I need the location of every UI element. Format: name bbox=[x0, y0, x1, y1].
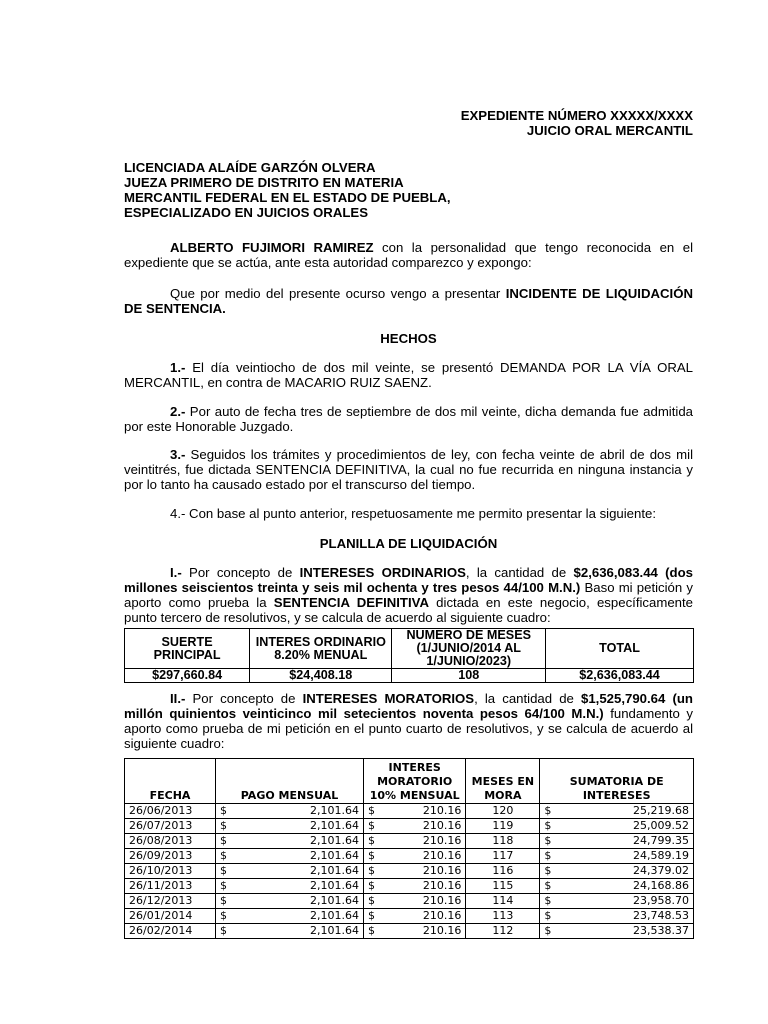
currency-sign: $ bbox=[544, 849, 552, 862]
date: 26/09/2013 bbox=[129, 849, 193, 862]
date: 26/12/2013 bbox=[129, 894, 193, 907]
amount: 2,101.64 bbox=[309, 804, 359, 817]
section-text: Baso mi petición y aporto como prueba la bbox=[124, 580, 693, 610]
hecho-paragraph bbox=[124, 404, 693, 434]
amount: 210.16 bbox=[422, 924, 462, 937]
amount: 25,219.68 bbox=[633, 804, 689, 817]
date: 26/01/2014 bbox=[129, 909, 193, 922]
presentation-paragraph bbox=[124, 286, 693, 316]
section-text: dictada en este negocio, específicamente punto tercero de resolutivos, y se calcula de acuerdo al siguiente cuadro: bbox=[124, 595, 693, 625]
amount: 210.16 bbox=[422, 879, 462, 892]
table-header-cell: FECHA bbox=[125, 759, 216, 804]
hecho-text: Seguidos los trámites y procedimientos de ley, con fecha veinte de abril de dos mil veintitrés, fue dictada SENTENCIA DEFINITIVA, la cual no fue recurrida en ninguna instancia y por lo tanto ha causado estado por el transcurso del tiempo. bbox=[124, 447, 693, 492]
amount: 2,101.64 bbox=[309, 894, 359, 907]
amount: 2,101.64 bbox=[309, 834, 359, 847]
hecho-paragraph bbox=[124, 360, 693, 390]
table-cell bbox=[363, 849, 465, 864]
section-two-paragraph bbox=[124, 691, 693, 751]
presentation-bold: INCIDENTE DE LIQUIDACIÓN DE SENTENCIA. bbox=[124, 286, 693, 316]
table-cell bbox=[466, 909, 540, 924]
section-text: , la cantidad de bbox=[474, 691, 582, 706]
table-cell bbox=[216, 864, 364, 879]
date: 26/02/2014 bbox=[129, 924, 193, 937]
currency-sign: $ bbox=[544, 864, 552, 877]
table-cell bbox=[540, 804, 694, 819]
table-cell bbox=[125, 894, 216, 909]
currency-sign: $ bbox=[220, 849, 228, 862]
section-text: , la cantidad de bbox=[465, 565, 574, 580]
months: 120 bbox=[492, 804, 514, 817]
amount: 210.16 bbox=[422, 849, 462, 862]
table-cell bbox=[216, 804, 364, 819]
table-cell bbox=[216, 819, 364, 834]
table-cell bbox=[363, 909, 465, 924]
amount: 2,101.64 bbox=[309, 849, 359, 862]
hecho-text: El día veintiocho de dos mil veinte, se presentó DEMANDA POR LA VÍA ORAL MERCANTIL, en contra de MACARIO RUIZ SAENZ. bbox=[124, 360, 693, 390]
currency-sign: $ bbox=[367, 834, 375, 847]
table-cell bbox=[466, 849, 540, 864]
amount: 210.16 bbox=[422, 909, 462, 922]
hechos-heading: HECHOS bbox=[380, 331, 437, 346]
months: 113 bbox=[492, 909, 514, 922]
table-cell bbox=[125, 924, 216, 939]
currency-sign: $ bbox=[367, 864, 375, 877]
amount: 23,538.37 bbox=[633, 924, 689, 937]
table-header-cell: NUMERO DE MESES (1/JUNIO/2014 AL 1/JUNIO/2023) bbox=[392, 629, 546, 669]
currency-sign: $ bbox=[220, 804, 228, 817]
hecho-paragraph bbox=[124, 447, 693, 492]
table-cell: 108 bbox=[392, 669, 546, 683]
table-cell bbox=[466, 894, 540, 909]
amount: 23,748.53 bbox=[633, 909, 689, 922]
addressee-line: LICENCIADA ALAÍDE GARZÓN OLVERA bbox=[124, 160, 376, 175]
currency-sign: $ bbox=[544, 834, 552, 847]
months: 118 bbox=[492, 834, 514, 847]
amount: 23,958.70 bbox=[633, 894, 689, 907]
table-body bbox=[125, 804, 694, 939]
section-bold: INTERESES ORDINARIOS bbox=[299, 565, 466, 580]
table-header-cell: INTERES MORATORIO 10% MENSUAL bbox=[363, 759, 465, 804]
currency-sign: $ bbox=[367, 924, 375, 937]
table-cell bbox=[125, 864, 216, 879]
intro-text: con la personalidad que tengo reconocida en el expediente que se actúa, ante esta autoridad comparezco y expongo: bbox=[124, 240, 693, 270]
currency-sign: $ bbox=[220, 864, 228, 877]
currency-sign: $ bbox=[544, 909, 552, 922]
table-row bbox=[125, 804, 694, 819]
ordinary-interest-table bbox=[124, 628, 694, 683]
table-cell bbox=[540, 909, 694, 924]
table-row bbox=[125, 909, 694, 924]
table-cell bbox=[363, 924, 465, 939]
date: 26/11/2013 bbox=[129, 879, 193, 892]
amount: 24,799.35 bbox=[633, 834, 689, 847]
addressee-line: ESPECIALIZADO EN JUICIOS ORALES bbox=[124, 205, 369, 220]
months: 112 bbox=[492, 924, 514, 937]
currency-sign: $ bbox=[220, 924, 228, 937]
table-header-cell: TOTAL bbox=[546, 629, 694, 669]
section-number: I.- bbox=[170, 565, 182, 580]
table-cell bbox=[216, 849, 364, 864]
currency-sign: $ bbox=[544, 879, 552, 892]
section-text: fundamento y aporto como prueba de mi petición en el punto cuarto de resolutivos, y se calcula de acuerdo al siguiente cuadro: bbox=[124, 706, 694, 751]
months: 119 bbox=[492, 819, 514, 832]
amount: 210.16 bbox=[422, 864, 462, 877]
table-cell bbox=[540, 864, 694, 879]
table-cell bbox=[466, 834, 540, 849]
currency-sign: $ bbox=[220, 834, 228, 847]
months: 117 bbox=[492, 849, 514, 862]
section-bold: $1,525,790.64 (un millón quinientos veinticinco mil setecientos noventa pesos 64/100 M.N.) bbox=[124, 691, 693, 721]
hecho-number: 2.- bbox=[170, 404, 186, 419]
table-row bbox=[125, 834, 694, 849]
currency-sign: $ bbox=[367, 894, 375, 907]
section-text: Por concepto de bbox=[181, 565, 300, 580]
table-cell bbox=[540, 924, 694, 939]
table-header-cell: SUERTE PRINCIPAL bbox=[125, 629, 250, 669]
table-cell bbox=[466, 924, 540, 939]
case-header bbox=[461, 108, 693, 138]
currency-sign: $ bbox=[367, 819, 375, 832]
table-row bbox=[125, 864, 694, 879]
section-number: II.- bbox=[170, 691, 186, 706]
table-cell bbox=[363, 864, 465, 879]
section-bold: INTERESES MORATORIOS bbox=[302, 691, 475, 706]
currency-sign: $ bbox=[367, 849, 375, 862]
table-row bbox=[125, 894, 694, 909]
table-cell: $24,408.18 bbox=[250, 669, 392, 683]
table-cell bbox=[216, 924, 364, 939]
table-cell bbox=[540, 834, 694, 849]
table-cell bbox=[466, 804, 540, 819]
table-cell bbox=[216, 909, 364, 924]
table-header-row bbox=[125, 629, 694, 669]
currency-sign: $ bbox=[367, 804, 375, 817]
section-bold: SENTENCIA DEFINITIVA bbox=[273, 595, 429, 610]
table-header-cell: SUMATORIA DE INTERESES bbox=[540, 759, 694, 804]
hecho-text: Por auto de fecha tres de septiembre de dos mil veinte, dicha demanda fue admitida por este Honorable Juzgado. bbox=[124, 404, 693, 434]
date: 26/07/2013 bbox=[129, 819, 193, 832]
months: 116 bbox=[492, 864, 514, 877]
trial-type: JUICIO ORAL MERCANTIL bbox=[526, 123, 693, 138]
currency-sign: $ bbox=[544, 894, 552, 907]
currency-sign: $ bbox=[367, 879, 375, 892]
section-text: Por concepto de bbox=[185, 691, 303, 706]
date: 26/06/2013 bbox=[129, 804, 193, 817]
amount: 24,379.02 bbox=[633, 864, 689, 877]
table-cell bbox=[466, 864, 540, 879]
table-cell bbox=[216, 834, 364, 849]
table-cell bbox=[466, 879, 540, 894]
currency-sign: $ bbox=[220, 879, 228, 892]
table-header-cell: INTERES ORDINARIO 8.20% MENUAL bbox=[250, 629, 392, 669]
amount: 210.16 bbox=[422, 834, 462, 847]
table-row bbox=[125, 924, 694, 939]
table-cell bbox=[125, 834, 216, 849]
amount: 210.16 bbox=[422, 819, 462, 832]
intro-paragraph bbox=[124, 240, 693, 270]
table-cell bbox=[125, 879, 216, 894]
amount: 210.16 bbox=[422, 804, 462, 817]
table-cell bbox=[363, 819, 465, 834]
table-row bbox=[125, 819, 694, 834]
table-cell bbox=[216, 879, 364, 894]
currency-sign: $ bbox=[544, 924, 552, 937]
amount: 25,009.52 bbox=[633, 819, 689, 832]
amount: 210.16 bbox=[422, 894, 462, 907]
currency-sign: $ bbox=[367, 909, 375, 922]
section-one-paragraph bbox=[124, 565, 693, 625]
section-bold: $2,636,083.44 (dos millones seiscientos treinta y seis mil ochenta y tres pesos 44/100 M.N.) bbox=[124, 565, 693, 595]
table-cell bbox=[125, 909, 216, 924]
moratory-interest-table bbox=[124, 758, 694, 939]
table-cell bbox=[363, 894, 465, 909]
amount: 24,168.86 bbox=[633, 879, 689, 892]
addressee-line: MERCANTIL FEDERAL EN EL ESTADO DE PUEBLA, bbox=[124, 190, 451, 205]
presentation-text: Que por medio del presente ocurso vengo a presentar bbox=[170, 286, 506, 301]
table-row bbox=[125, 669, 694, 683]
currency-sign: $ bbox=[220, 909, 228, 922]
promoter-name: ALBERTO FUJIMORI RAMIREZ bbox=[170, 240, 374, 255]
amount: 2,101.64 bbox=[309, 879, 359, 892]
table-cell bbox=[125, 849, 216, 864]
table-cell bbox=[540, 879, 694, 894]
case-number: EXPEDIENTE NÚMERO XXXXX/XXXX bbox=[460, 108, 693, 123]
addressee-line: JUEZA PRIMERO DE DISTRITO EN MATERIA bbox=[124, 175, 404, 190]
currency-sign: $ bbox=[544, 804, 552, 817]
table-cell bbox=[540, 819, 694, 834]
date: 26/10/2013 bbox=[129, 864, 193, 877]
currency-sign: $ bbox=[220, 819, 228, 832]
table-cell: $2,636,083.44 bbox=[546, 669, 694, 683]
months: 115 bbox=[492, 879, 514, 892]
planilla-heading: PLANILLA DE LIQUIDACIÓN bbox=[319, 536, 498, 551]
table-header-cell: MESES EN MORA bbox=[466, 759, 540, 804]
amount: 2,101.64 bbox=[309, 819, 359, 832]
table-cell bbox=[540, 894, 694, 909]
addressee-block bbox=[124, 160, 451, 220]
amount: 2,101.64 bbox=[309, 864, 359, 877]
table-cell bbox=[363, 879, 465, 894]
table-cell bbox=[363, 804, 465, 819]
table-header-cell: PAGO MENSUAL bbox=[216, 759, 364, 804]
table-cell bbox=[125, 819, 216, 834]
hecho-paragraph-4: 4.- Con base al punto anterior, respetuosamente me permito presentar la siguiente: bbox=[170, 506, 657, 521]
table-cell bbox=[466, 819, 540, 834]
hecho-number: 3.- bbox=[170, 447, 186, 462]
amount: 2,101.64 bbox=[309, 909, 359, 922]
table-cell bbox=[540, 849, 694, 864]
amount: 2,101.64 bbox=[309, 924, 359, 937]
table-cell: $297,660.84 bbox=[125, 669, 250, 683]
table-cell bbox=[125, 804, 216, 819]
amount: 24,589.19 bbox=[633, 849, 689, 862]
table-row bbox=[125, 849, 694, 864]
table-row bbox=[125, 879, 694, 894]
date: 26/08/2013 bbox=[129, 834, 193, 847]
table-header-row bbox=[125, 759, 694, 804]
currency-sign: $ bbox=[544, 819, 552, 832]
hecho-number: 1.- bbox=[170, 360, 186, 375]
currency-sign: $ bbox=[220, 894, 228, 907]
months: 114 bbox=[492, 894, 514, 907]
table-cell bbox=[216, 894, 364, 909]
table-cell bbox=[363, 834, 465, 849]
